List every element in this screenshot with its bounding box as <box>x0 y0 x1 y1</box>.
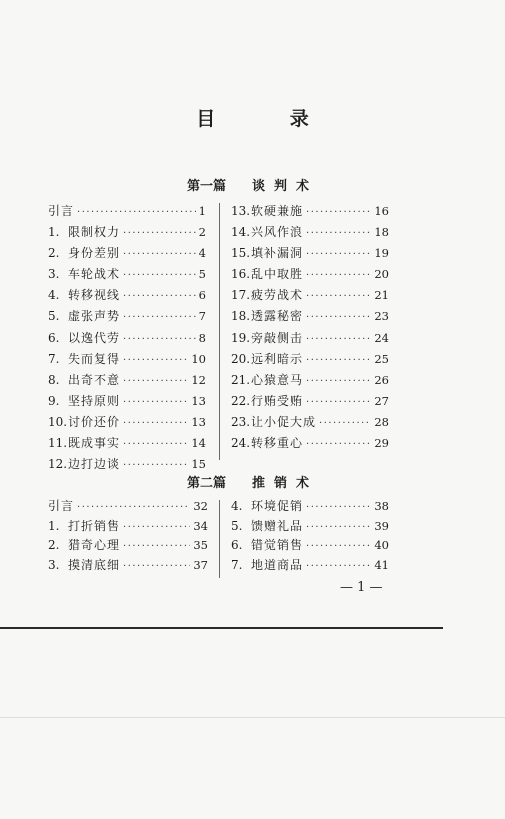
entry-page: 15 <box>191 457 206 472</box>
entry-page: 20 <box>374 267 389 282</box>
dot-leader <box>306 537 371 557</box>
dot-leader <box>306 244 371 265</box>
entry-number: 6. <box>48 330 60 345</box>
entry-number: 24. <box>231 436 251 451</box>
entry-title: 猎奇心理 <box>68 538 121 552</box>
entry-title: 转移视线 <box>68 288 121 303</box>
entry-page: 32 <box>193 499 208 513</box>
toc-entry <box>48 201 206 222</box>
dot-leader <box>77 202 196 223</box>
entry-page: 12 <box>191 372 206 387</box>
dot-leader <box>123 413 188 434</box>
entry-title: 软硬兼施 <box>251 204 304 218</box>
entry-page: 4 <box>198 246 206 261</box>
dot-leader <box>306 329 371 350</box>
toc-entry <box>48 391 206 412</box>
entry-page: 18 <box>374 225 389 240</box>
page-number: — 1 — <box>340 580 383 595</box>
part2-name: 第二篇 <box>186 476 226 491</box>
entry-title: 边打边谈 <box>68 457 121 472</box>
dot-leader <box>123 244 196 265</box>
dot-leader <box>306 265 371 286</box>
entry-page: 1 <box>198 204 206 218</box>
entry-title: 出奇不意 <box>68 372 121 387</box>
toc-entry <box>231 391 389 412</box>
dot-leader <box>123 329 196 350</box>
entry-title: 摸清底细 <box>68 557 121 572</box>
entry-title: 引言 <box>48 204 75 218</box>
toc-entry <box>48 536 208 556</box>
toc-entry <box>48 370 206 391</box>
entry-page: 34 <box>193 518 208 533</box>
toc-title: 目 录 <box>196 108 343 130</box>
entry-title: 身份差别 <box>68 246 121 261</box>
part1-heading <box>0 175 505 194</box>
dot-leader <box>123 307 196 328</box>
entry-number: 11. <box>48 436 68 451</box>
entry-page: 26 <box>374 372 389 387</box>
dot-leader <box>306 392 371 413</box>
dot-leader <box>123 434 188 455</box>
toc-entry <box>231 306 389 327</box>
dot-leader <box>306 223 371 244</box>
entry-number: 21. <box>231 372 251 387</box>
entry-page: 7 <box>198 309 206 324</box>
entry-page: 29 <box>374 436 389 451</box>
entry-page: 2 <box>198 225 206 240</box>
toc-entry <box>48 433 206 454</box>
entry-page: 40 <box>374 538 389 552</box>
entry-number: 4. <box>48 288 60 303</box>
dot-leader <box>123 392 188 413</box>
entry-page: 10 <box>191 351 206 366</box>
entry-title: 透露秘密 <box>251 309 304 324</box>
toc-entry <box>231 556 389 576</box>
toc-entry <box>231 370 389 391</box>
entry-title: 失而复得 <box>68 351 121 366</box>
entry-page: 13 <box>191 414 206 429</box>
toc-entry <box>48 328 206 349</box>
dot-leader <box>306 498 371 518</box>
entry-title: 以逸代劳 <box>68 330 121 345</box>
entry-title: 引言 <box>48 499 75 513</box>
entry-page: 16 <box>374 204 389 218</box>
entry-page: 27 <box>374 393 389 408</box>
part2-left-column <box>48 497 208 575</box>
entry-title: 打折销售 <box>68 518 121 533</box>
entry-number: 23. <box>231 414 251 429</box>
entry-number: 17. <box>231 288 251 303</box>
entry-number: 5. <box>48 309 60 324</box>
entry-title: 既成事实 <box>68 436 121 451</box>
entry-title: 车轮战术 <box>68 267 121 282</box>
toc-entry <box>231 536 389 556</box>
dot-leader <box>306 286 371 307</box>
part1-name: 第一篇 <box>186 179 226 194</box>
dot-leader <box>306 307 371 328</box>
dot-leader <box>123 518 190 538</box>
entry-number: 2. <box>48 538 60 552</box>
entry-title: 馈赠礼品 <box>251 518 304 533</box>
entry-title: 限制权力 <box>68 225 121 240</box>
entry-number: 2. <box>48 246 60 261</box>
entry-number: 1. <box>48 225 60 240</box>
toc-entry <box>231 517 389 537</box>
toc-entry <box>231 328 389 349</box>
column-divider-2 <box>219 500 220 578</box>
entry-title: 心猿意马 <box>251 372 304 387</box>
entry-number: 16. <box>231 267 251 282</box>
dot-leader <box>319 413 371 434</box>
part2-right-column <box>231 497 389 575</box>
dot-leader <box>306 557 371 577</box>
entry-number: 13. <box>231 204 251 218</box>
faint-scan-line <box>0 717 505 718</box>
entry-title: 兴风作浪 <box>251 225 304 240</box>
toc-entry <box>231 222 389 243</box>
entry-page: 39 <box>374 518 389 533</box>
toc-entry <box>231 497 389 517</box>
toc-entry <box>231 243 389 264</box>
entry-title: 让小促大成 <box>251 414 317 429</box>
entry-number: 8. <box>48 372 60 387</box>
entry-title: 旁敲侧击 <box>251 330 304 345</box>
toc-entry <box>48 306 206 327</box>
entry-number: 14. <box>231 225 251 240</box>
entry-number: 7. <box>231 557 243 572</box>
entry-title: 填补漏洞 <box>251 246 304 261</box>
entry-title: 讨价还价 <box>68 414 121 429</box>
dot-leader <box>123 265 196 286</box>
dot-leader <box>123 286 196 307</box>
entry-page: 23 <box>374 309 389 324</box>
part1-right-column <box>231 201 389 454</box>
toc-entry <box>231 285 389 306</box>
entry-title: 乱中取胜 <box>251 267 304 282</box>
part2-title: 推销术 <box>252 476 319 491</box>
dot-leader <box>123 371 188 392</box>
entry-number: 3. <box>48 267 60 282</box>
toc-entry <box>231 201 389 222</box>
entry-title: 坚持原则 <box>68 393 121 408</box>
toc-entry <box>48 556 208 576</box>
dot-leader <box>306 350 371 371</box>
entry-page: 37 <box>193 557 208 572</box>
dot-leader <box>306 434 371 455</box>
dot-leader <box>123 537 190 557</box>
dot-leader <box>306 518 371 538</box>
entry-number: 19. <box>231 330 251 345</box>
toc-entry <box>48 497 208 517</box>
entry-number: 4. <box>231 499 243 513</box>
entry-page: 28 <box>374 414 389 429</box>
toc-entry <box>231 433 389 454</box>
entry-title: 疲劳战术 <box>251 288 304 303</box>
toc-entry <box>48 517 208 537</box>
entry-page: 19 <box>374 246 389 261</box>
entry-number: 15. <box>231 246 251 261</box>
entry-title: 远利暗示 <box>251 351 304 366</box>
entry-page: 14 <box>191 436 206 451</box>
toc-entry <box>48 412 206 433</box>
entry-page: 8 <box>198 330 206 345</box>
entry-number: 18. <box>231 309 251 324</box>
dot-leader <box>123 557 190 577</box>
entry-page: 21 <box>374 288 389 303</box>
dot-leader <box>123 223 196 244</box>
entry-title: 错觉销售 <box>251 538 304 552</box>
entry-page: 24 <box>374 330 389 345</box>
dot-leader <box>306 202 371 223</box>
entry-title: 地道商品 <box>251 557 304 572</box>
entry-number: 10. <box>48 414 68 429</box>
entry-title: 转移重心 <box>251 436 304 451</box>
entry-page: 35 <box>193 538 208 552</box>
toc-entry <box>48 222 206 243</box>
entry-number: 7. <box>48 351 60 366</box>
page-bottom-rule <box>0 627 443 629</box>
entry-number: 20. <box>231 351 251 366</box>
toc-entry <box>48 243 206 264</box>
dot-leader <box>77 498 190 518</box>
part1-left-column <box>48 201 206 475</box>
entry-number: 5. <box>231 518 243 533</box>
entry-page: 41 <box>374 557 389 572</box>
entry-number: 22. <box>231 393 251 408</box>
part1-title: 谈判术 <box>252 179 319 194</box>
entry-page: 13 <box>191 393 206 408</box>
entry-page: 25 <box>374 351 389 366</box>
toc-entry <box>48 285 206 306</box>
entry-number: 3. <box>48 557 60 572</box>
entry-title: 虚张声势 <box>68 309 121 324</box>
toc-entry <box>48 264 206 285</box>
toc-entry <box>231 349 389 370</box>
dot-leader <box>306 371 371 392</box>
entry-page: 38 <box>374 499 389 513</box>
dot-leader <box>123 350 188 371</box>
toc-entry <box>48 349 206 370</box>
entry-number: 9. <box>48 393 60 408</box>
part2-heading <box>0 472 505 491</box>
entry-title: 行贿受贿 <box>251 393 304 408</box>
column-divider <box>219 203 220 460</box>
entry-page: 5 <box>198 267 206 282</box>
entry-number: 1. <box>48 518 60 533</box>
entry-number: 6. <box>231 538 243 552</box>
entry-page: 6 <box>198 288 206 303</box>
toc-entry <box>231 412 389 433</box>
entry-number: 12. <box>48 457 68 472</box>
entry-title: 环境促销 <box>251 499 304 513</box>
toc-entry <box>231 264 389 285</box>
